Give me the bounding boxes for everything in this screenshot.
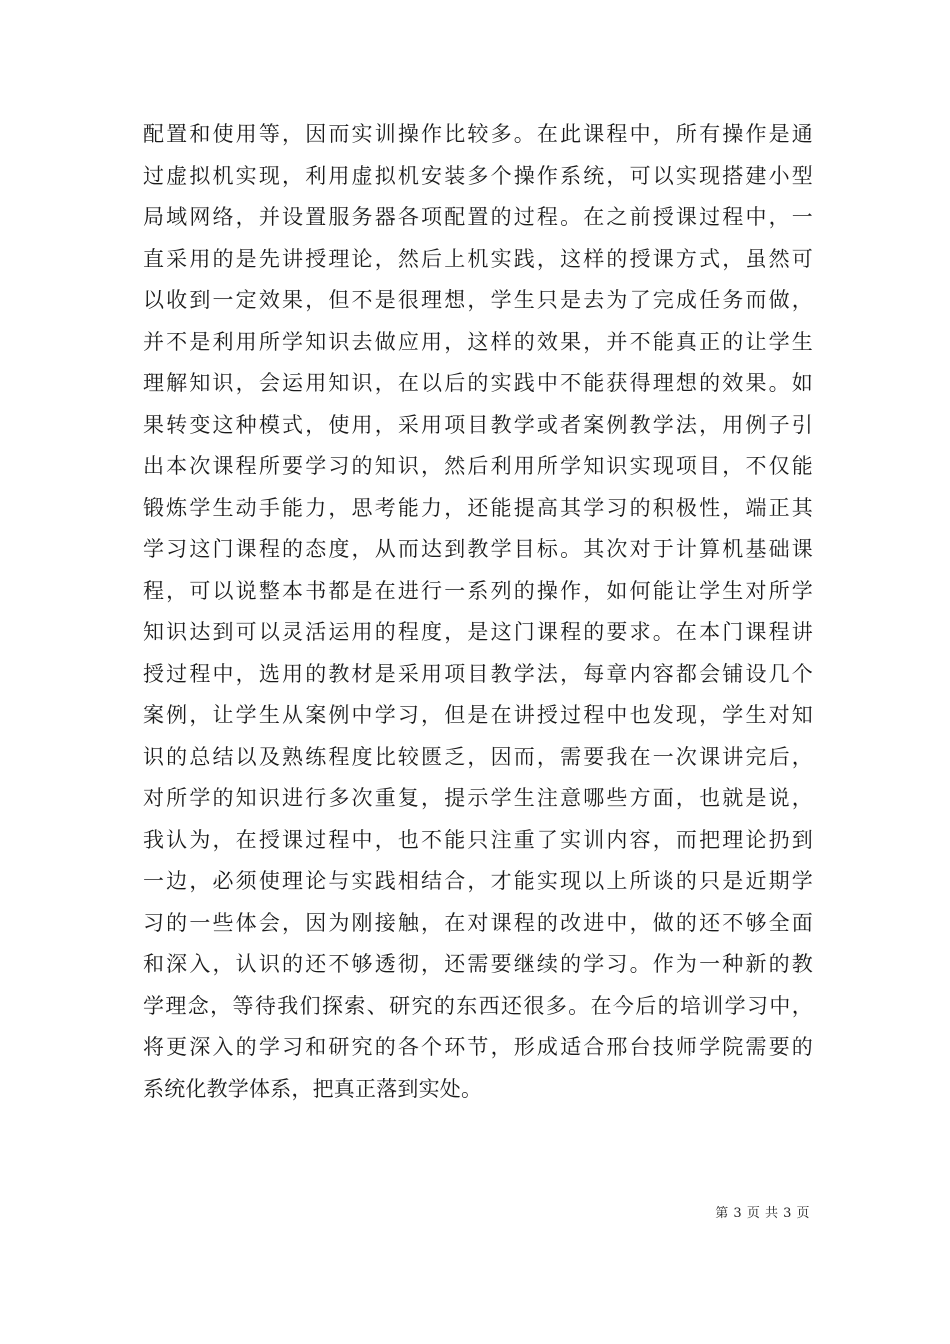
text-line: 理解知识，会运用知识，在以后的实践中不能获得理想的效果。如 [143,371,813,395]
text-line: 配置和使用等，因而实训操作比较多。在此课程中，所有操作是通 [143,122,813,146]
text-line: 我认为，在授课过程中，也不能只注重了实训内容，而把理论扔到 [143,827,813,852]
text-line: 程，可以说整本书都是在进行一系列的操作，如何能让学生对所学 [143,578,813,603]
text-line-last: 系统化教学体系，把真正落到实处。 [143,1076,483,1101]
text-line: 果转变这种模式，使用，采用项目教学或者案例教学法，用例子引 [143,412,813,437]
text-line: 将更深入的学习和研究的各个环节，形成适合邢台技师学院需要的 [143,1035,813,1059]
text-line: 知识达到可以灵活运用的程度，是这门课程的要求。在本门课程讲 [143,620,813,644]
text-line: 一边，必须使理论与实践相结合，才能实现以上所谈的只是近期学 [143,869,813,893]
text-line: 过虚拟机实现，利用虚拟机安装多个操作系统，可以实现搭建小型 [143,163,813,188]
text-line: 直采用的是先讲授理论，然后上机实践，这样的授课方式，虽然可 [143,246,813,271]
body-paragraph [143,114,813,1110]
text-line: 锻炼学生动手能力，思考能力，还能提高其学习的积极性，端正其 [143,495,813,520]
text-line: 出本次课程所要学习的知识，然后利用所学知识实现项目，不仅能 [143,454,813,478]
text-line: 对所学的知识进行多次重复，提示学生注意哪些方面，也就是说， [143,786,813,810]
text-line: 学理念，等待我们探索、研究的东西还很多。在今后的培训学习中， [143,993,813,1018]
text-line: 习的一些体会，因为刚接触，在对课程的改进中，做的还不够全面 [143,910,813,935]
text-line: 学习这门课程的态度，从而达到教学目标。其次对于计算机基础课 [143,537,813,561]
text-line: 识的总结以及熟练程度比较匮乏，因而，需要我在一次课讲完后， [143,744,813,769]
text-line: 和深入，认识的还不够透彻，还需要继续的学习。作为一种新的教 [143,952,813,976]
page-number-footer: 第 3 页 共 3 页 [715,1206,810,1221]
text-line: 授过程中，选用的教材是采用项目教学法，每章内容都会铺设几个 [143,661,813,686]
text-line: 局域网络，并设置服务器各项配置的过程。在之前授课过程中，一 [143,205,813,229]
text-line: 案例，让学生从案例中学习，但是在讲授过程中也发现，学生对知 [143,703,813,727]
text-line: 并不是利用所学知识去做应用，这样的效果，并不能真正的让学生 [143,329,813,354]
text-line: 以收到一定效果，但不是很理想，学生只是去为了完成任务而做， [143,288,813,312]
